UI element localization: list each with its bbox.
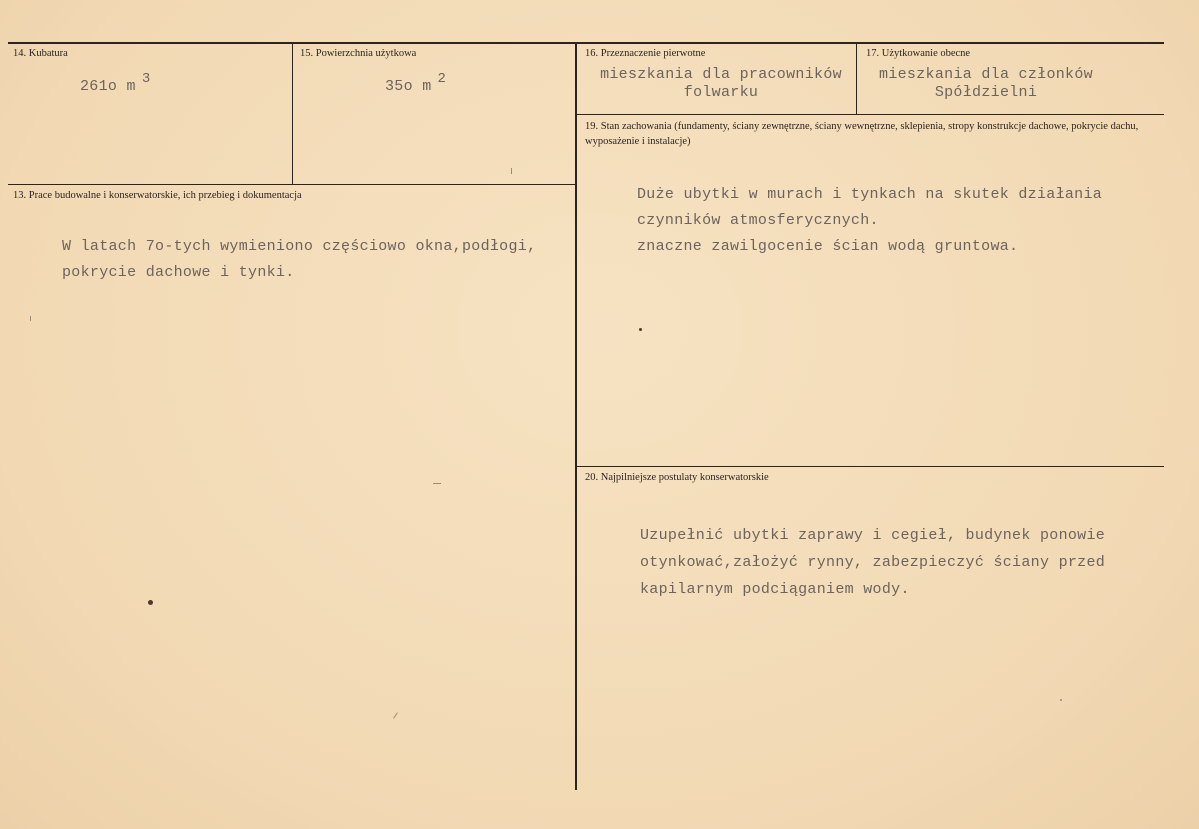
label-stan-zachowania: 19. Stan zachowania (fundamenty, ściany zewnętrzne, ściany wewnętrzne, sklepienia, stropy konstrukcje dachowe, pokrycie dachu, wyposażenie i instalacje) — [585, 121, 1139, 147]
value-stan-line: Duże ubytki w murach i tynkach na skutek działania — [637, 186, 1103, 203]
paper-speck — [639, 328, 642, 331]
main-vertical-divider — [575, 44, 577, 790]
paper-speck — [511, 168, 512, 174]
value-powierzchnia-number: 35o m — [385, 78, 432, 95]
label-uzytkowanie: 17. Użytkowanie obecne — [866, 48, 971, 59]
paper-speck — [433, 483, 441, 484]
value-stan-zachowania — [637, 182, 1102, 260]
value-postulaty-line: kapilarnym podciąganiem wody. — [640, 581, 910, 598]
paper-speck — [30, 316, 31, 321]
label-prace-budowalne: 13. Prace budowalne i konserwatorskie, ich przebieg i dokumentacja — [13, 190, 302, 201]
label-kubatura: 14. Kubatura — [13, 48, 68, 59]
top-rule — [8, 42, 1164, 44]
paper-speck — [1060, 699, 1062, 701]
divider-14-15 — [292, 44, 293, 184]
value-uzytkowanie-line: mieszkania dla członków — [879, 66, 1093, 83]
value-stan-line: czynników atmosferycznych. — [637, 212, 879, 229]
value-powierzchnia — [385, 71, 447, 95]
value-kubatura-exponent: 3 — [141, 71, 151, 87]
value-postulaty-line: Uzupełnić ubytki zaprawy i cegieł, budynek ponowie — [640, 527, 1106, 544]
value-prace-line: pokrycie dachowe i tynki. — [62, 264, 295, 281]
value-postulaty — [640, 522, 1105, 603]
label-postulaty: 20. Najpilniejsze postulaty konserwatorskie — [585, 472, 769, 483]
label-powierzchnia: 15. Powierzchnia użytkowa — [300, 48, 417, 59]
value-przeznaczenie — [590, 66, 852, 102]
value-uzytkowanie — [866, 66, 1106, 102]
divider-16-17 — [856, 44, 857, 114]
label-przeznaczenie: 16. Przeznaczenie pierwotne — [585, 48, 706, 59]
rule-under-16-17 — [577, 114, 1164, 115]
value-prace-budowalne — [62, 234, 536, 286]
value-prace-line: W latach 7o-tych wymieniono częściowo okna,podłogi, — [62, 238, 537, 255]
paper-speck — [393, 712, 398, 718]
value-przeznaczenie-line: mieszkania dla pracowników — [600, 66, 842, 83]
value-kubatura — [80, 71, 151, 95]
value-przeznaczenie-line: folwarku — [683, 84, 759, 101]
rule-under-14-15 — [8, 184, 575, 185]
paper-speck — [148, 600, 153, 605]
value-postulaty-line: otynkować,założyć rynny, zabezpieczyć ściany przed — [640, 554, 1106, 571]
value-uzytkowanie-line: Spółdzielni — [934, 84, 1038, 101]
value-kubatura-number: 261o m — [80, 78, 136, 95]
rule-above-20 — [577, 466, 1164, 467]
value-stan-line: znaczne zawilgocenie ścian wodą gruntowa. — [637, 238, 1019, 255]
value-powierzchnia-exponent: 2 — [437, 71, 447, 87]
